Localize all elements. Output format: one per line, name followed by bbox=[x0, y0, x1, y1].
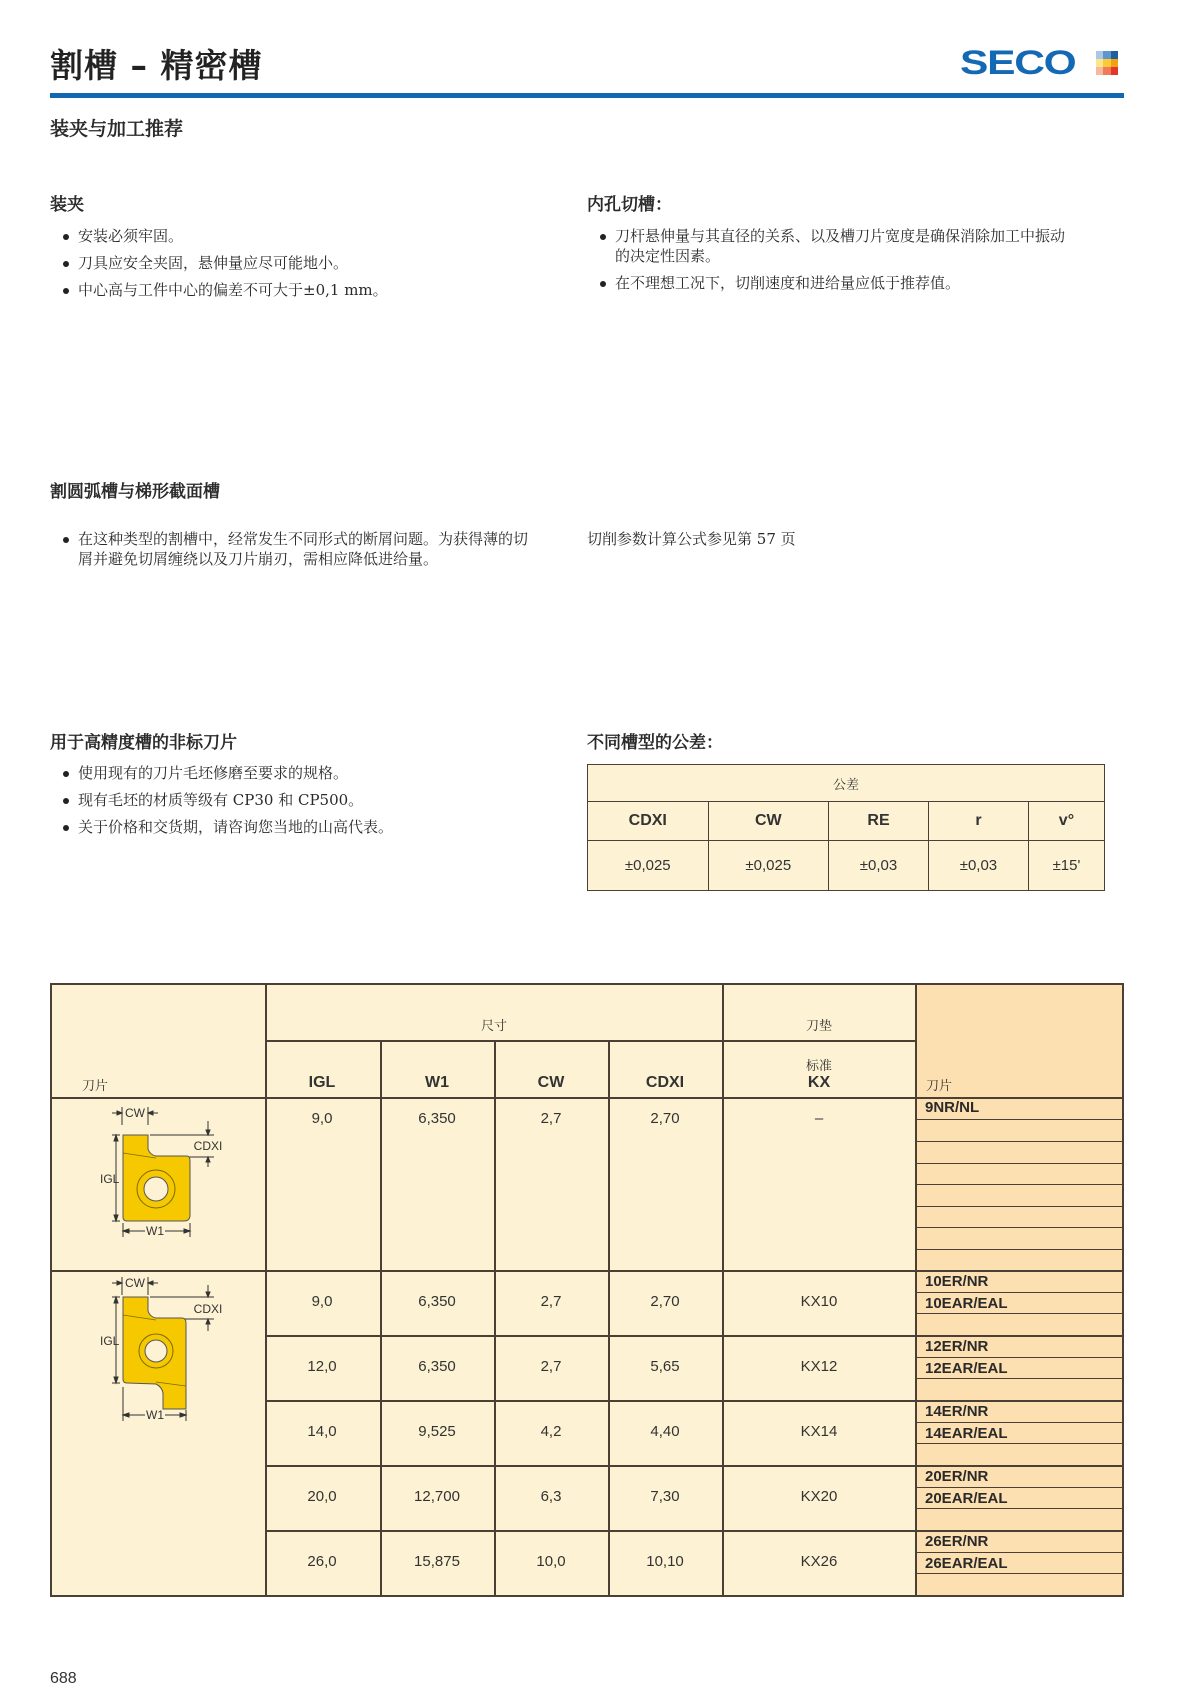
table-cell-cdxi: 2,70 bbox=[650, 1110, 680, 1127]
svg-text:CW: CW bbox=[125, 1276, 145, 1290]
internal-grooving-list bbox=[587, 226, 1077, 300]
table-cell-w1: 6,350 bbox=[418, 1293, 456, 1310]
page-number: 688 bbox=[50, 1670, 77, 1687]
table-cell-w1: 6,350 bbox=[418, 1358, 456, 1375]
insert-code: 12EAR/EAL bbox=[925, 1360, 1008, 1377]
list-item: 中心高与工件中心的偏差不可大于±0,1 mm。 bbox=[50, 280, 570, 300]
table-cell-cdxi: 7,30 bbox=[650, 1488, 680, 1505]
column-header: r bbox=[928, 802, 1028, 841]
insert-code: 12ER/NR bbox=[925, 1338, 989, 1355]
table-cell-kx: – bbox=[814, 1110, 824, 1127]
list-item: 使用现有的刀片毛坯修磨至要求的规格。 bbox=[50, 763, 570, 783]
tolerance-table bbox=[587, 764, 1105, 891]
table-cell-igl: 20,0 bbox=[307, 1488, 337, 1505]
table-cell: ±0,025 bbox=[588, 841, 709, 891]
clamping-heading: 装夹 bbox=[50, 195, 84, 215]
table-cell-igl: 9,0 bbox=[311, 1293, 333, 1310]
brand-name: SECO bbox=[960, 43, 1076, 82]
table-cell-cw: 4,2 bbox=[540, 1423, 562, 1440]
table-cell: ±0,03 bbox=[928, 841, 1028, 891]
list-item: 关于价格和交货期，请咨询您当地的山高代表。 bbox=[50, 817, 570, 837]
table-cell-w1: 12,700 bbox=[414, 1488, 460, 1505]
svg-text:W1: W1 bbox=[146, 1408, 164, 1422]
column-header: CW bbox=[708, 802, 829, 841]
table-cell-cw: 6,3 bbox=[540, 1488, 562, 1505]
special-inserts-list bbox=[50, 763, 570, 844]
radius-groove-list bbox=[50, 529, 540, 576]
insert-code: 9NR/NL bbox=[925, 1099, 980, 1116]
logo-color-squares-icon bbox=[1096, 51, 1118, 75]
table-cell-cw: 2,7 bbox=[540, 1293, 562, 1310]
insert-code: 10EAR/EAL bbox=[925, 1295, 1008, 1312]
table-cell-cw: 2,7 bbox=[540, 1110, 562, 1127]
table-cell-cdxi: 5,65 bbox=[650, 1358, 680, 1375]
shim-kx-header: KX bbox=[807, 1074, 831, 1091]
insert-table bbox=[50, 983, 1124, 1597]
column-header: v° bbox=[1028, 802, 1104, 841]
insert-code: 20EAR/EAL bbox=[925, 1490, 1008, 1507]
list-item: 在不理想工况下，切削速度和进给量应低于推荐值。 bbox=[587, 273, 1077, 293]
table-cell-w1: 15,875 bbox=[414, 1553, 460, 1570]
special-inserts-heading: 用于高精度槽的非标刀片 bbox=[50, 733, 237, 753]
list-item: 安装必须牢固。 bbox=[50, 226, 570, 246]
svg-text:CW: CW bbox=[125, 1106, 145, 1120]
table-cell-cw: 2,7 bbox=[540, 1358, 562, 1375]
column-header: RE bbox=[829, 802, 929, 841]
table-cell-kx: KX26 bbox=[800, 1553, 838, 1570]
list-item: 刀杆悬伸量与其直径的关系、以及槽刀片宽度是确保消除加工中振动的决定性因素。 bbox=[587, 226, 1077, 266]
insert-code: 10ER/NR bbox=[925, 1273, 989, 1290]
svg-text:IGL: IGL bbox=[100, 1334, 120, 1348]
table-cell-igl: 14,0 bbox=[307, 1423, 337, 1440]
table-cell-igl: 26,0 bbox=[307, 1553, 337, 1570]
table-cell-kx: KX10 bbox=[800, 1293, 838, 1310]
table-cell: ±15' bbox=[1028, 841, 1104, 891]
seco-logo bbox=[960, 43, 1076, 82]
insert-code: 26ER/NR bbox=[925, 1533, 989, 1550]
page-title: 割槽 – 精密槽 bbox=[50, 46, 263, 85]
formula-reference-note: 切削参数计算公式参见第 57 页 bbox=[587, 530, 796, 548]
table-cell: ±0,03 bbox=[829, 841, 929, 891]
svg-text:IGL: IGL bbox=[100, 1172, 120, 1186]
dimensions-header: 尺寸 bbox=[480, 1019, 508, 1034]
table-cell-w1: 9,525 bbox=[418, 1423, 456, 1440]
section-subtitle: 装夹与加工推荐 bbox=[50, 118, 184, 140]
svg-text:CDXI: CDXI bbox=[193, 1139, 223, 1153]
table-cell-cdxi: 2,70 bbox=[650, 1293, 680, 1310]
table-cell-kx: KX12 bbox=[800, 1358, 838, 1375]
table-cell-kx: KX20 bbox=[800, 1488, 838, 1505]
table-cell-cdxi: 10,10 bbox=[646, 1553, 684, 1570]
column-header-cw: CW bbox=[537, 1074, 565, 1091]
list-item: 刀具应安全夹固，悬伸量应尽可能地小。 bbox=[50, 253, 570, 273]
svg-text:W1: W1 bbox=[146, 1224, 164, 1238]
table-cell-igl: 9,0 bbox=[311, 1110, 333, 1127]
tolerance-caption: 公差 bbox=[588, 765, 1105, 802]
table-cell-w1: 6,350 bbox=[418, 1110, 456, 1127]
column-header: CDXI bbox=[588, 802, 709, 841]
tolerance-heading: 不同槽型的公差： bbox=[587, 733, 723, 753]
list-item: 在这种类型的割槽中，经常发生不同形式的断屑问题。为获得薄的切屑并避免切屑缠绕以及刀片崩刃，需相应降低进给量。 bbox=[50, 529, 540, 569]
table-cell-igl: 12,0 bbox=[307, 1358, 337, 1375]
svg-text:CDXI: CDXI bbox=[193, 1302, 223, 1316]
shim-standard-label: 标准 bbox=[805, 1059, 833, 1074]
list-item: 现有毛坯的材质等级有 CP30 和 CP500。 bbox=[50, 790, 570, 810]
clamping-list bbox=[50, 226, 570, 307]
table-cell-cdxi: 4,40 bbox=[650, 1423, 680, 1440]
table-cell: ±0,025 bbox=[708, 841, 829, 891]
insert-diagram-single-icon bbox=[90, 1103, 240, 1263]
radius-groove-heading: 割圆弧槽与梯形截面槽 bbox=[50, 482, 220, 502]
table-cell-cw: 10,0 bbox=[536, 1553, 566, 1570]
insert-diagram-double-icon bbox=[90, 1275, 240, 1435]
header-rule bbox=[50, 93, 1124, 98]
table-cell-kx: KX14 bbox=[800, 1423, 838, 1440]
insert-code: 20ER/NR bbox=[925, 1468, 989, 1485]
column-header-w1: W1 bbox=[425, 1074, 449, 1091]
column-header-cdxi: CDXI bbox=[645, 1074, 685, 1091]
column-header-igl: IGL bbox=[308, 1074, 336, 1091]
insert-column-header: 刀片 bbox=[82, 1079, 109, 1094]
insert-code: 26EAR/EAL bbox=[925, 1555, 1008, 1572]
internal-grooving-heading: 内孔切槽： bbox=[587, 195, 672, 215]
insert-code-header: 刀片 bbox=[926, 1079, 953, 1094]
insert-code: 14EAR/EAL bbox=[925, 1425, 1008, 1442]
insert-code: 14ER/NR bbox=[925, 1403, 989, 1420]
shim-header: 刀垫 bbox=[805, 1019, 833, 1034]
